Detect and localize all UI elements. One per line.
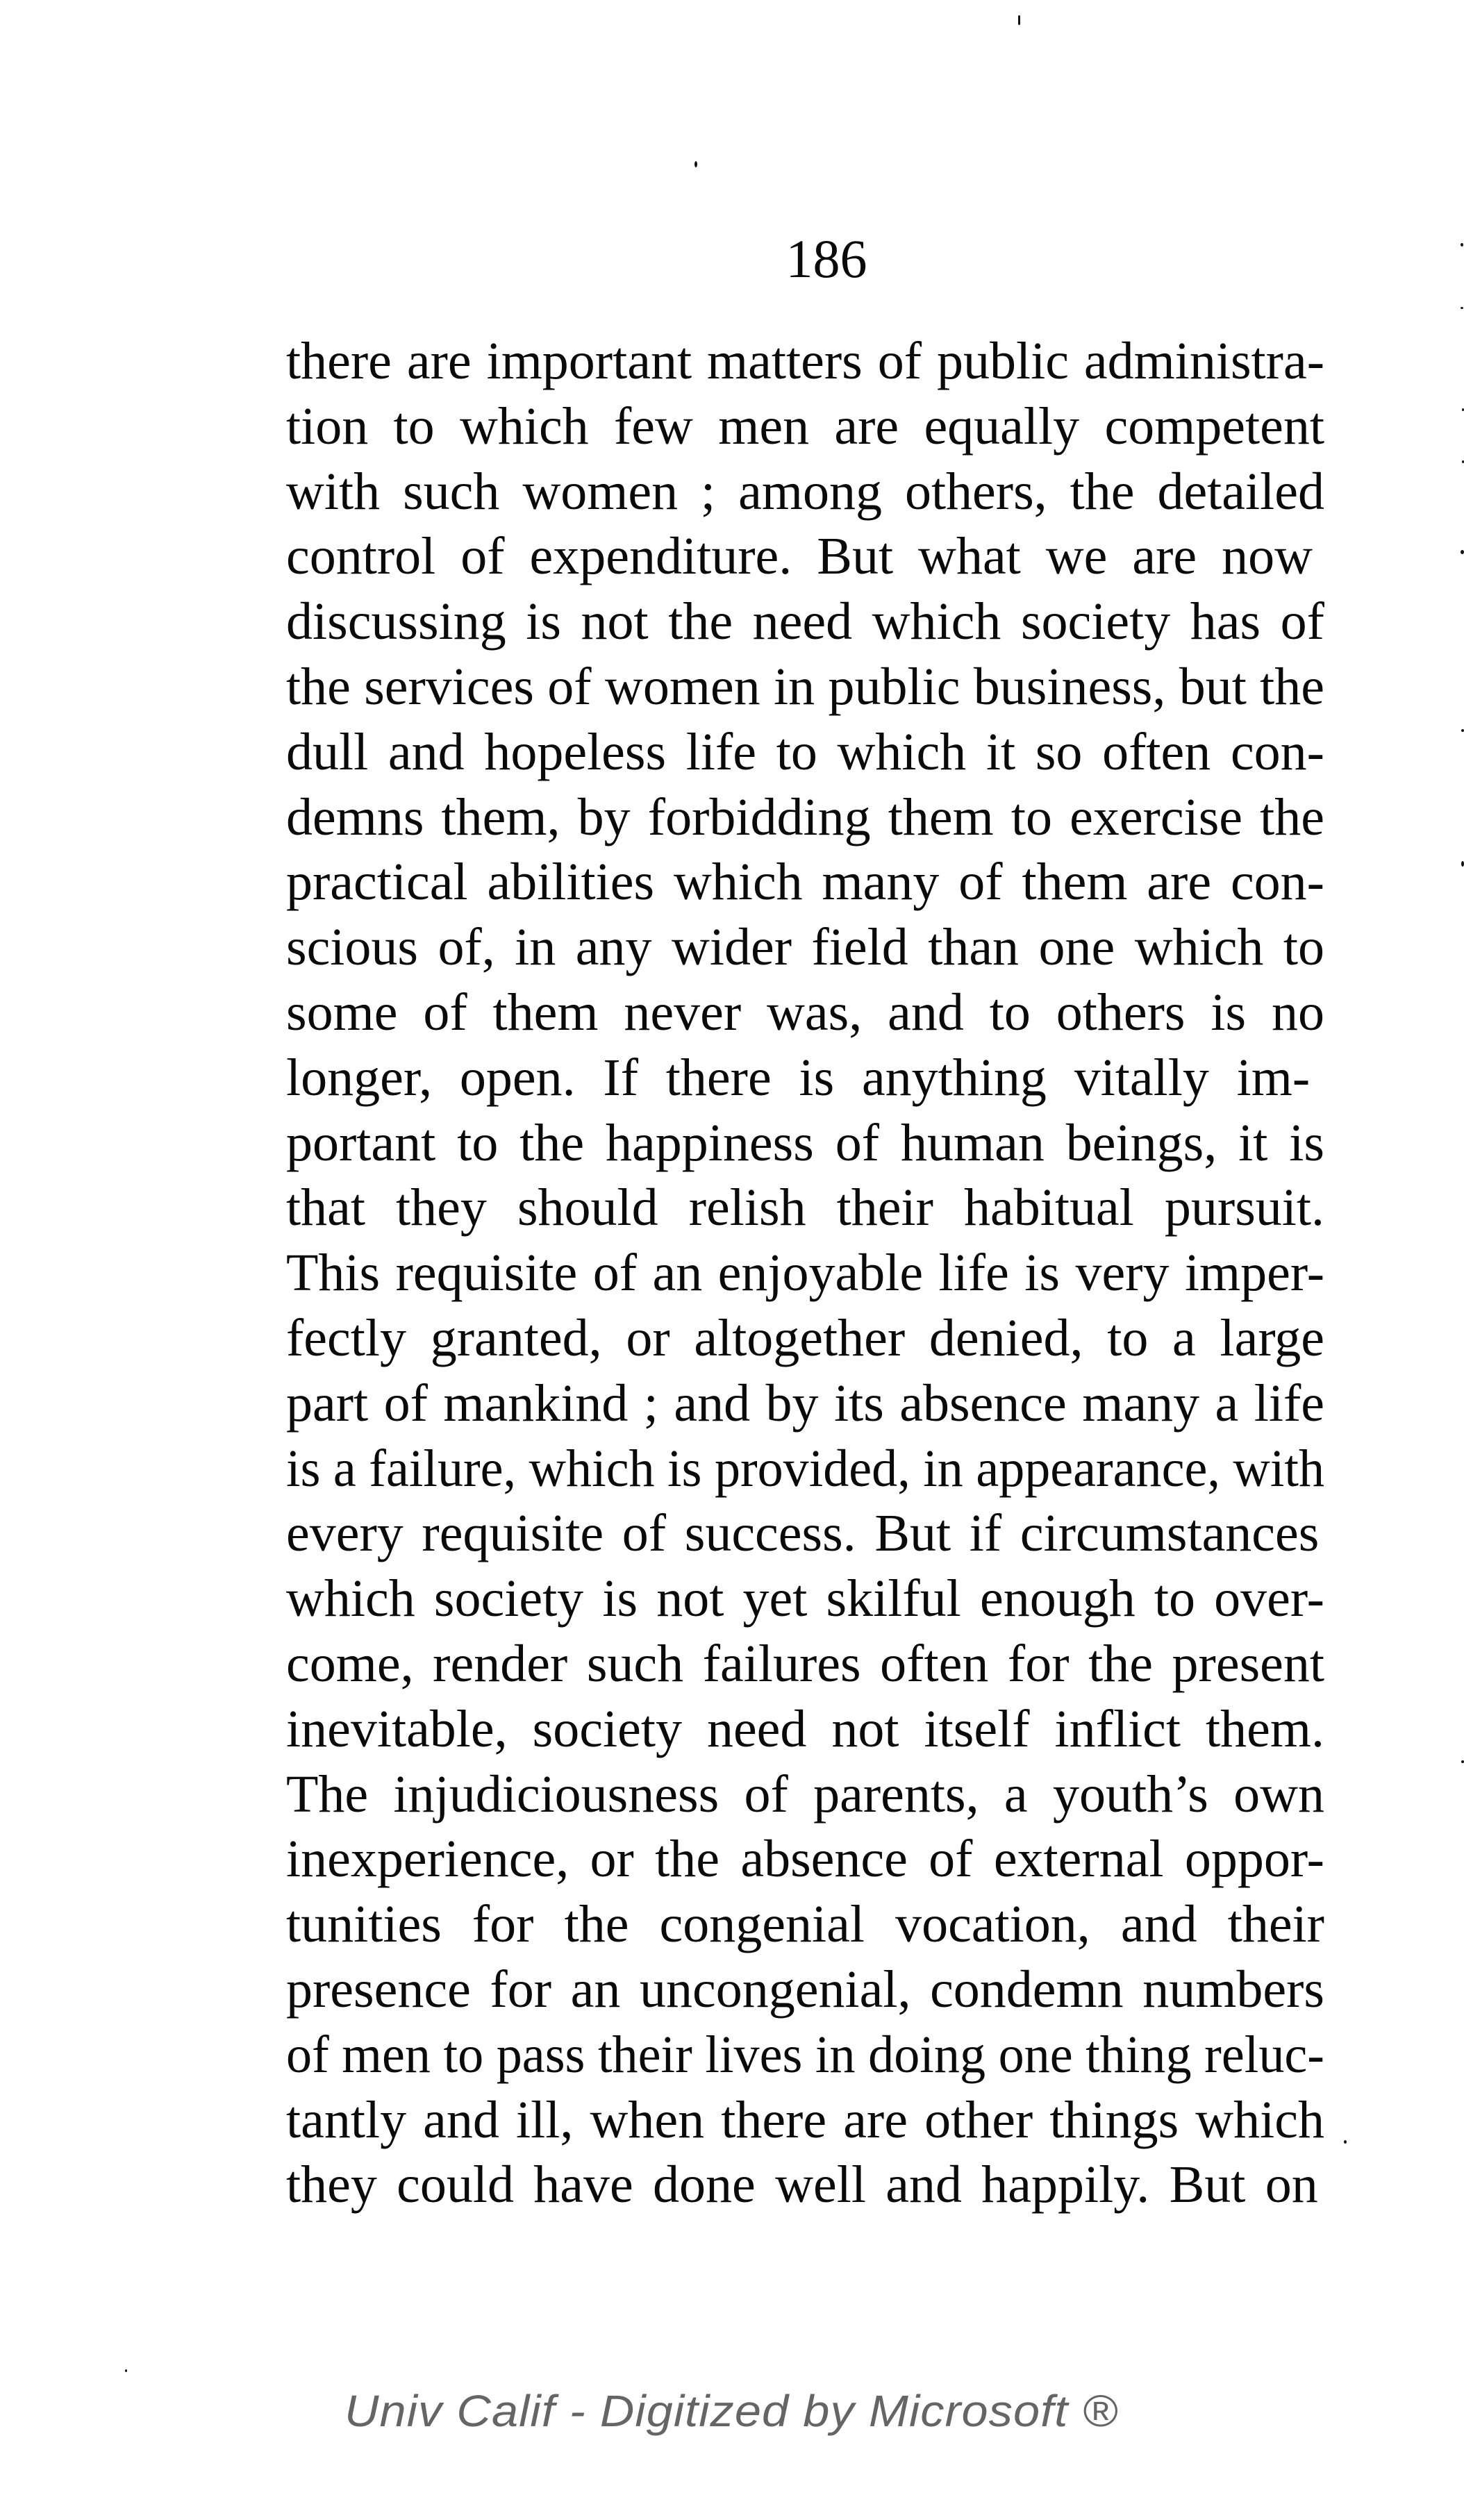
text-line: every requisite of success. But if circumstances — [286, 1504, 1320, 1563]
text-line: discussing is not the need which society has of — [286, 592, 1324, 651]
text-line: part of mankind ; and by its absence many a life — [286, 1374, 1324, 1433]
text-line: come, render such failures often for the present — [286, 1634, 1324, 1693]
scan-speck — [1461, 307, 1463, 309]
text-line: The injudiciousness of parents, a youth’s own — [286, 1764, 1324, 1824]
text-line: there are important matters of public administra- — [286, 332, 1324, 390]
text-line: tion to which few men are equally competent — [286, 397, 1324, 456]
text-line: which society is not yet skilful enough to over- — [286, 1569, 1324, 1628]
text-line: fectly granted, or altogether denied, to a large — [286, 1308, 1324, 1367]
text-line: scious of, in any wider field than one which to — [286, 918, 1324, 977]
text-line: inexperience, or the absence of external oppor- — [286, 1830, 1324, 1889]
text-line: This requisite of an enjoyable life is very imper- — [286, 1244, 1324, 1303]
scan-speck — [1461, 729, 1464, 732]
scan-speck — [1461, 550, 1464, 554]
text-line: inevitable, society need not itself inflict them. — [286, 1699, 1324, 1758]
text-line: portant to the happiness of human beings, it is — [286, 1113, 1324, 1172]
text-line: of men to pass their lives in doing one thing reluc- — [286, 2025, 1324, 2084]
text-line: tunities for the congenial vocation, and their — [286, 1895, 1324, 1954]
text-line: tantly and ill, when there are other things which — [286, 2090, 1324, 2149]
text-line: they could have done well and happily. But on — [286, 2155, 1318, 2214]
text-line: practical abilities which many of them are con- — [286, 853, 1324, 912]
text-line: that they should relish their habitual pursuit. — [286, 1178, 1324, 1237]
text-line: presence for an uncongenial, condemn numbers — [286, 1960, 1324, 2019]
scan-speck — [694, 161, 697, 167]
page-number: 186 — [785, 228, 867, 289]
text-line: longer, open. If there is anything vitally im- — [286, 1048, 1311, 1107]
text-line: dull and hopeless life to which it so often con- — [286, 722, 1324, 781]
scan-speck — [1344, 2140, 1347, 2144]
body-text — [286, 329, 1324, 2218]
scan-speck — [125, 2369, 127, 2372]
text-line: the services of women in public business, but the — [286, 657, 1324, 716]
scan-speck — [1018, 15, 1020, 25]
digitization-watermark: Univ Calif - Digitized by Microsoft ® — [344, 2386, 1118, 2436]
text-line: with such women ; among others, the detailed — [286, 462, 1324, 521]
text-line: some of them never was, and to others is no — [286, 983, 1324, 1042]
scan-speck — [1461, 243, 1463, 247]
scan-speck — [1461, 1760, 1464, 1763]
scan-speck — [1461, 861, 1464, 867]
text-line: control of expenditure. But what we are now — [286, 527, 1313, 586]
text-line: is a failure, which is provided, in appearance, with — [286, 1439, 1324, 1498]
text-line: demns them, by forbidding them to exercise the — [286, 787, 1324, 846]
